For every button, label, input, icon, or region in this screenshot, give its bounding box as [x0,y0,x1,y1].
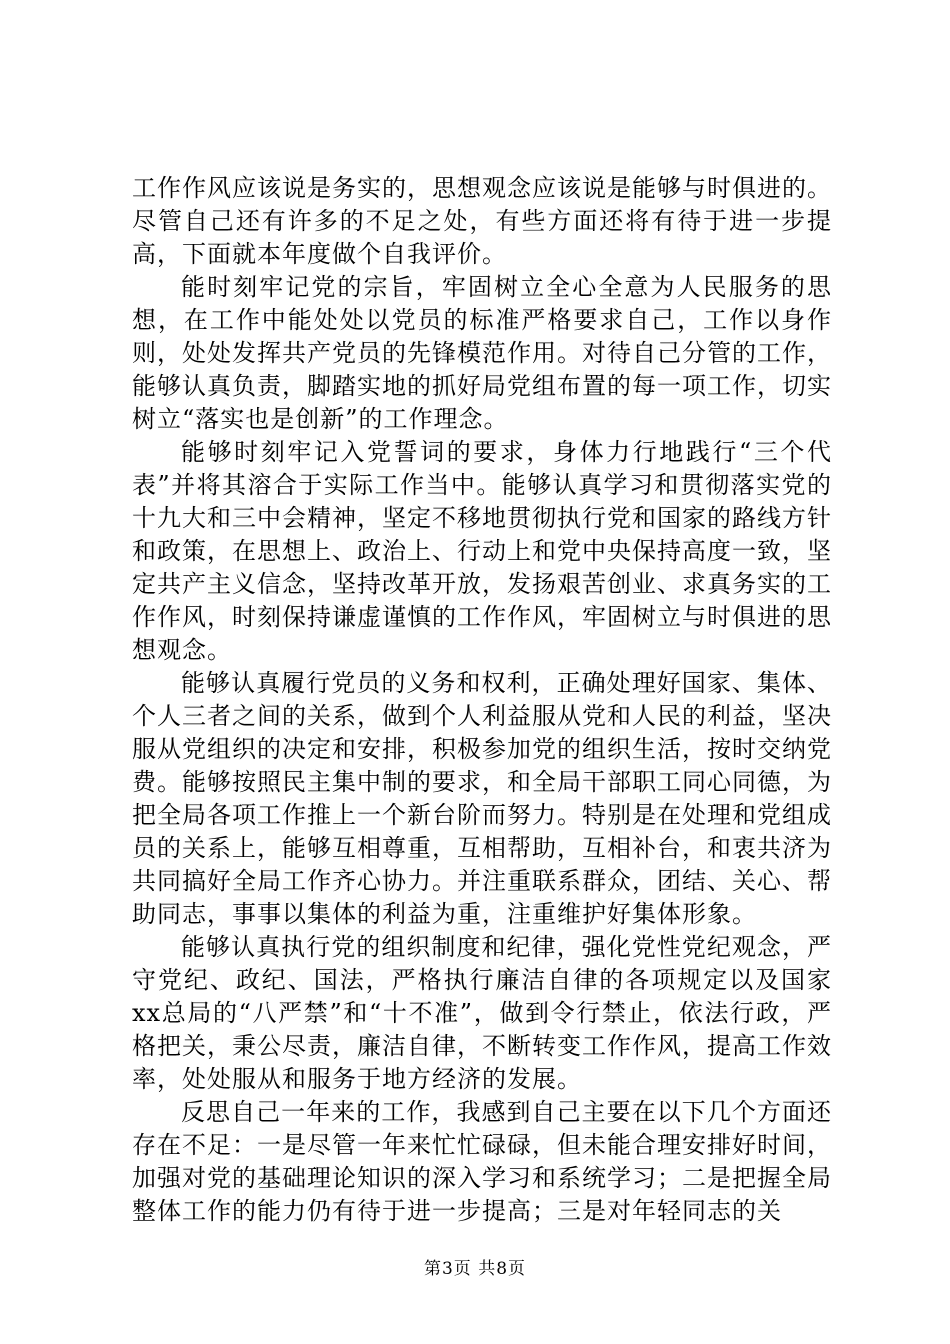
paragraph-2: 能时刻牢记党的宗旨，牢固树立全心全意为人民服务的思想，在工作中能处处以党员的标准严格要求自己，工作以身作则，处处发挥共产党员的先锋模范作用。对待自己分管的工作，能够认真负责，脚踏实地的抓好局党组布置的每一项工作，切实树立“落实也是创新”的工作理念。 [132,273,832,433]
paragraph-5: 能够认真执行党的组织制度和纪律，强化党性党纪观念，严守党纪、政纪、国法，严格执行廉洁自律的各项规定以及国家xx总局的“八严禁”和“十不准”，做到令行禁止，依法行政，严格把关，秉公尽责，廉洁自律，不断转变工作作风，提高工作效率，处处服从和服务于地方经济的发展。 [132,933,832,1093]
paragraph-3: 能够时刻牢记入党誓词的要求，身体力行地践行“三个代表”并将其溶合于实际工作当中。能够认真学习和贯彻落实党的十九大和三中会精神，坚定不移地贯彻执行党和国家的路线方针和政策，在思想上、政治上、行动上和党中央保持高度一致，坚定共产主义信念，坚持改革开放，发扬艰苦创业、求真务实的工作作风，时刻保持谦虚谨慎的工作作风，牢固树立与时俱进的思想观念。 [132,438,832,664]
paragraph-4: 能够认真履行党员的义务和权利，正确处理好国家、集体、个人三者之间的关系，做到个人利益服从党和人民的利益，坚决服从党组织的决定和安排，积极参加党的组织生活，按时交纳党费。能够按照民主集中制的要求，和全局干部职工同心同德，为把全局各项工作推上一个新台阶而努力。特别是在处理和党组成员的关系上，能够互相尊重，互相帮助，互相补台，和衷共济为共同搞好全局工作齐心协力。并注重联系群众，团结、关心、帮助同志，事事以集体的利益为重，注重维护好集体形象。 [132,669,832,928]
page-number-footer: 第3页 共8页 [423,1259,527,1279]
document-body [132,172,832,1228]
paragraph-1: 工作作风应该说是务实的，思想观念应该说是能够与时俱进的。尽管自己还有许多的不足之处，有些方面还将有待于进一步提高，下面就本年度做个自我评价。 [132,174,832,268]
paragraph-6: 反思自己一年来的工作，我感到自己主要在以下几个方面还存在不足：一是尽管一年来忙忙碌碌，但未能合理安排好时间，加强对党的基础理论知识的深入学习和系统学习；二是把握全局整体工作的能力仍有待于进一步提高；三是对年轻同志的关 [132,1098,832,1225]
